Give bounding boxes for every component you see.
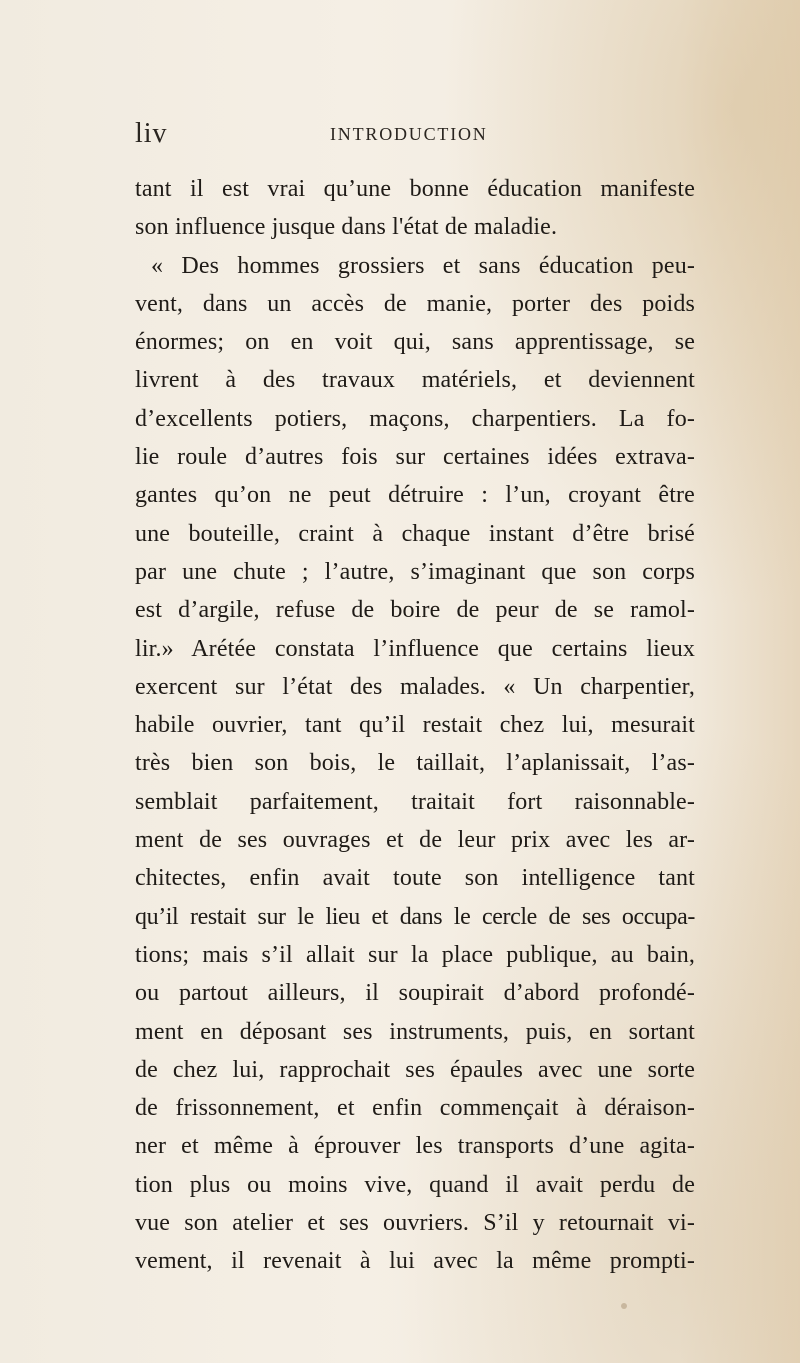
text-line: gantes qu’on ne peut détruire : l’un, croyant être <box>135 482 695 509</box>
text-line: une bouteille, craint à chaque instant d’être brisé <box>135 520 695 547</box>
text-line: ment de ses ouvrages et de leur prix avec les ar- <box>135 827 695 854</box>
text-line: chitectes, enfin avait toute son intelligence tant <box>135 865 695 892</box>
text-line: très bien son bois, le taillait, l’aplanissait, l’as- <box>135 750 695 777</box>
page-header <box>135 118 695 154</box>
text-line: d’excellents potiers, maçons, charpentiers. La fo- <box>135 405 695 432</box>
text-line: vent, dans un accès de manie, porter des poids <box>135 290 695 317</box>
text-line: de frissonnement, et enfin commençait à déraison- <box>135 1095 695 1122</box>
text-line: lir.» Arétée constata l’influence que certains lieux <box>135 635 695 662</box>
text-line: ou partout ailleurs, il soupirait d’abord profondé- <box>135 980 695 1007</box>
text-line: vue son atelier et ses ouvriers. S’il y retournait vi- <box>135 1210 695 1237</box>
text-line: vement, il revenait à lui avec la même prompti- <box>135 1248 695 1275</box>
text-line: tion plus ou moins vive, quand il avait perdu de <box>135 1171 695 1198</box>
running-head: INTRODUCTION <box>330 124 488 144</box>
text-line: lie roule d’autres fois sur certaines idées extrava- <box>135 444 695 471</box>
text-line: ner et même à éprouver les transports d’une agita- <box>135 1133 695 1160</box>
text-line: de chez lui, rapprochait ses épaules avec une sorte <box>135 1056 695 1083</box>
page-number: liv <box>135 118 168 149</box>
paper-speck <box>621 1303 627 1309</box>
text-line: son influence jusque dans l'état de maladie. <box>135 214 558 241</box>
text-line: ment en déposant ses instruments, puis, en sortant <box>135 1018 695 1045</box>
text-line: est d’argile, refuse de boire de peur de se ramol- <box>135 597 695 624</box>
text-line: tant il est vrai qu’une bonne éducation manifeste <box>135 176 695 202</box>
text-line: par une chute ; l’autre, s’imaginant que son corps <box>135 558 695 585</box>
text-line: « Des hommes grossiers et sans éducation peu- <box>151 252 695 279</box>
text-line: énormes; on en voit qui, sans apprentissage, se <box>135 329 695 356</box>
text-line: exercent sur l’état des malades. « Un charpentier, <box>135 673 695 700</box>
text-line: tions; mais s’il allait sur la place publique, au bain, <box>135 941 695 968</box>
text-line: habile ouvrier, tant qu’il restait chez lui, mesurait <box>135 712 695 739</box>
body-text <box>135 170 695 1281</box>
text-line: qu’il restait sur le lieu et dans le cercle de ses occupa- <box>135 903 695 930</box>
text-line: semblait parfaitement, traitait fort raisonnable- <box>135 788 695 815</box>
text-line: livrent à des travaux matériels, et deviennent <box>135 367 695 394</box>
